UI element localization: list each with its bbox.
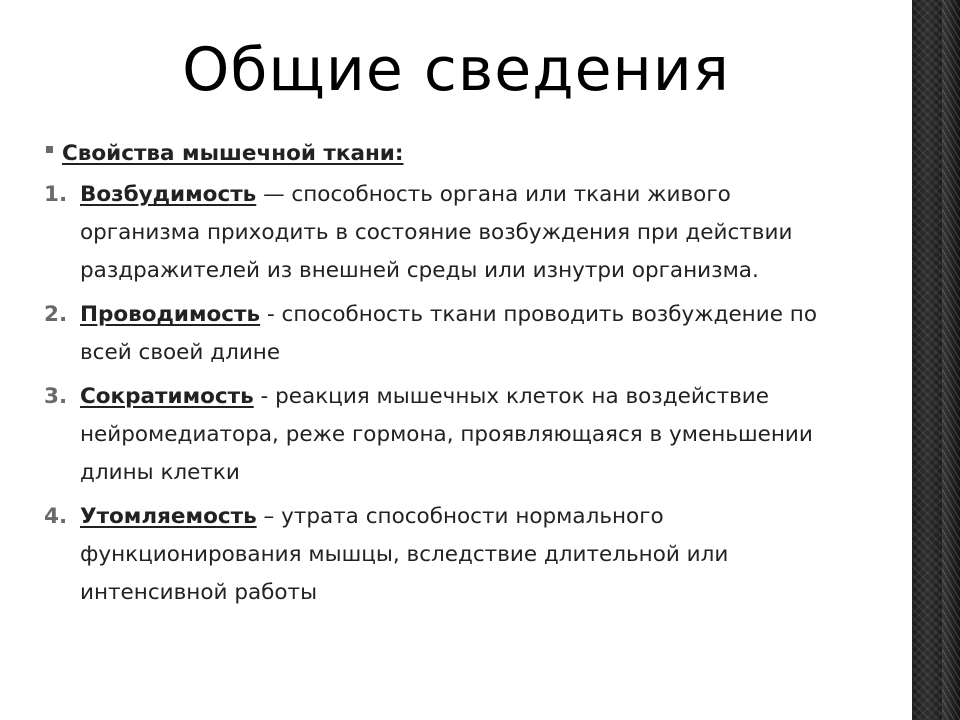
item-number: 1. (44, 182, 68, 207)
subtitle: Свойства мышечной ткани: (62, 141, 404, 166)
item-number: 3. (44, 384, 68, 409)
list-item (44, 176, 834, 290)
item-term: Проводимость (80, 302, 261, 327)
item-term: Возбудимость (80, 182, 257, 207)
properties-list (44, 176, 834, 612)
list-item (44, 296, 834, 372)
decorative-side-band (912, 0, 960, 720)
item-term: Утомляемость (80, 504, 257, 529)
item-description: - реакция мышечных клеток на воздействие нейромедиатора, реже гормона, проявляющаяся в уменьшении длины клетки (80, 384, 813, 485)
list-item (44, 498, 834, 612)
item-number: 4. (44, 504, 68, 529)
item-description: - способность ткани проводить возбуждение по всей своей длине (80, 302, 817, 365)
square-bullet-icon (46, 146, 53, 153)
item-number: 2. (44, 302, 68, 327)
subtitle-row (44, 138, 834, 170)
slide-title: Общие сведения (182, 35, 730, 105)
item-description: — способность органа или ткани живого организма приходить в состояние возбуждения при действии раздражителей из внешней среды или изнутри организма. (80, 182, 793, 283)
slide-content (44, 138, 834, 618)
list-item (44, 378, 834, 492)
item-description: – утрата способности нормального функционирования мышцы, вследствие длительной или интенсивной работы (80, 504, 729, 605)
item-term: Сократимость (80, 384, 254, 409)
